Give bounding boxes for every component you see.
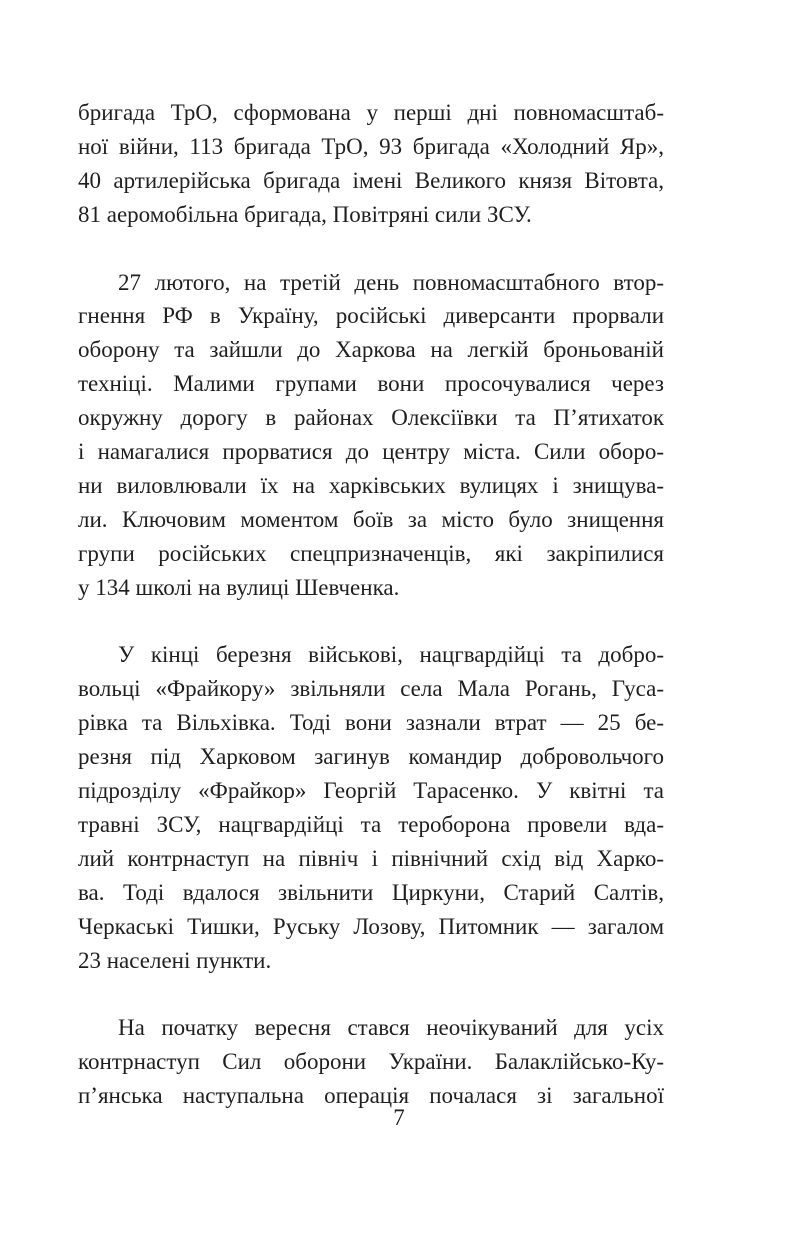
text-line: вольці «Фрайкору» звільняли села Мала Рогань, Гуса- (78, 676, 664, 702)
text-line: рівка та Вільхівка. Тоді вони зазнали втрат — 25 бе- (78, 710, 664, 736)
text-line: контрнаступ Сил оборони України. Балаклійсько-Ку- (78, 1049, 664, 1075)
text-line: підрозділу «Фрайкор» Георгій Тарасенко. У квітні та (78, 778, 664, 804)
text-line: резня під Харковом загинув командир добровольчого (78, 744, 664, 770)
text-line: 40 артилерійська бригада імені Великого князя Вітовта, (78, 167, 664, 193)
text-line: ни виловлювали їх на харківських вулицях і знищува- (78, 472, 664, 498)
text-line: лий контрнаступ на північ і північний схід від Харко- (78, 845, 664, 871)
text-line: у 134 школі на вулиці Шевченка. (78, 574, 400, 600)
paragraph (78, 96, 664, 232)
text-line: На початку вересня стався неочікуваний для усіх (118, 1015, 664, 1041)
text-line: техніці. Малими групами вони просочувалися через (78, 371, 664, 397)
paragraph (78, 266, 664, 605)
text-line: бригада ТрО, сформована у перші дні повномасштаб- (78, 100, 664, 125)
text-line: окружну дорогу в районах Олексіївки та П’ятихаток (78, 405, 664, 431)
text-line: травні ЗСУ, нацгвардійці та тероборона провели вда- (78, 812, 664, 837)
text-line: 81 аеромобільна бригада, Повітряні сили ЗСУ. (78, 201, 532, 227)
page-body (78, 96, 664, 1113)
text-line: ної війни, 113 бригада ТрО, 93 бригада «Холодний Яр», (78, 133, 664, 159)
text-line: Черкаські Тишки, Руську Лозову, Питомник — загалом (78, 913, 664, 939)
text-line: п’янська наступальна операція почалася зі загальної (78, 1083, 664, 1109)
text-line: ли. Ключовим моментом боїв за місто було знищення (78, 506, 664, 532)
page-number: 7 (393, 1105, 405, 1130)
text-line: гнення РФ в Україну, російські диверсанти прорвали (78, 303, 664, 329)
paragraph (78, 1011, 664, 1113)
text-line: У кінці березня військові, нацгвардійці та добро- (118, 642, 664, 668)
text-line: і намагалися прорватися до центру міста. Сили оборо- (78, 439, 664, 465)
text-line: групи російських спецпризначенців, які закріпилися (78, 540, 664, 566)
text-line: 27 лютого, на третій день повномасштабного втор- (118, 269, 664, 295)
paragraph (78, 638, 664, 977)
text-line: оборону та зайшли до Харкова на легкій броньованій (78, 337, 664, 363)
text-line: ва. Тоді вдалося звільнити Циркуни, Старий Салтів, (78, 879, 664, 905)
text-line: 23 населені пункти. (78, 947, 272, 973)
